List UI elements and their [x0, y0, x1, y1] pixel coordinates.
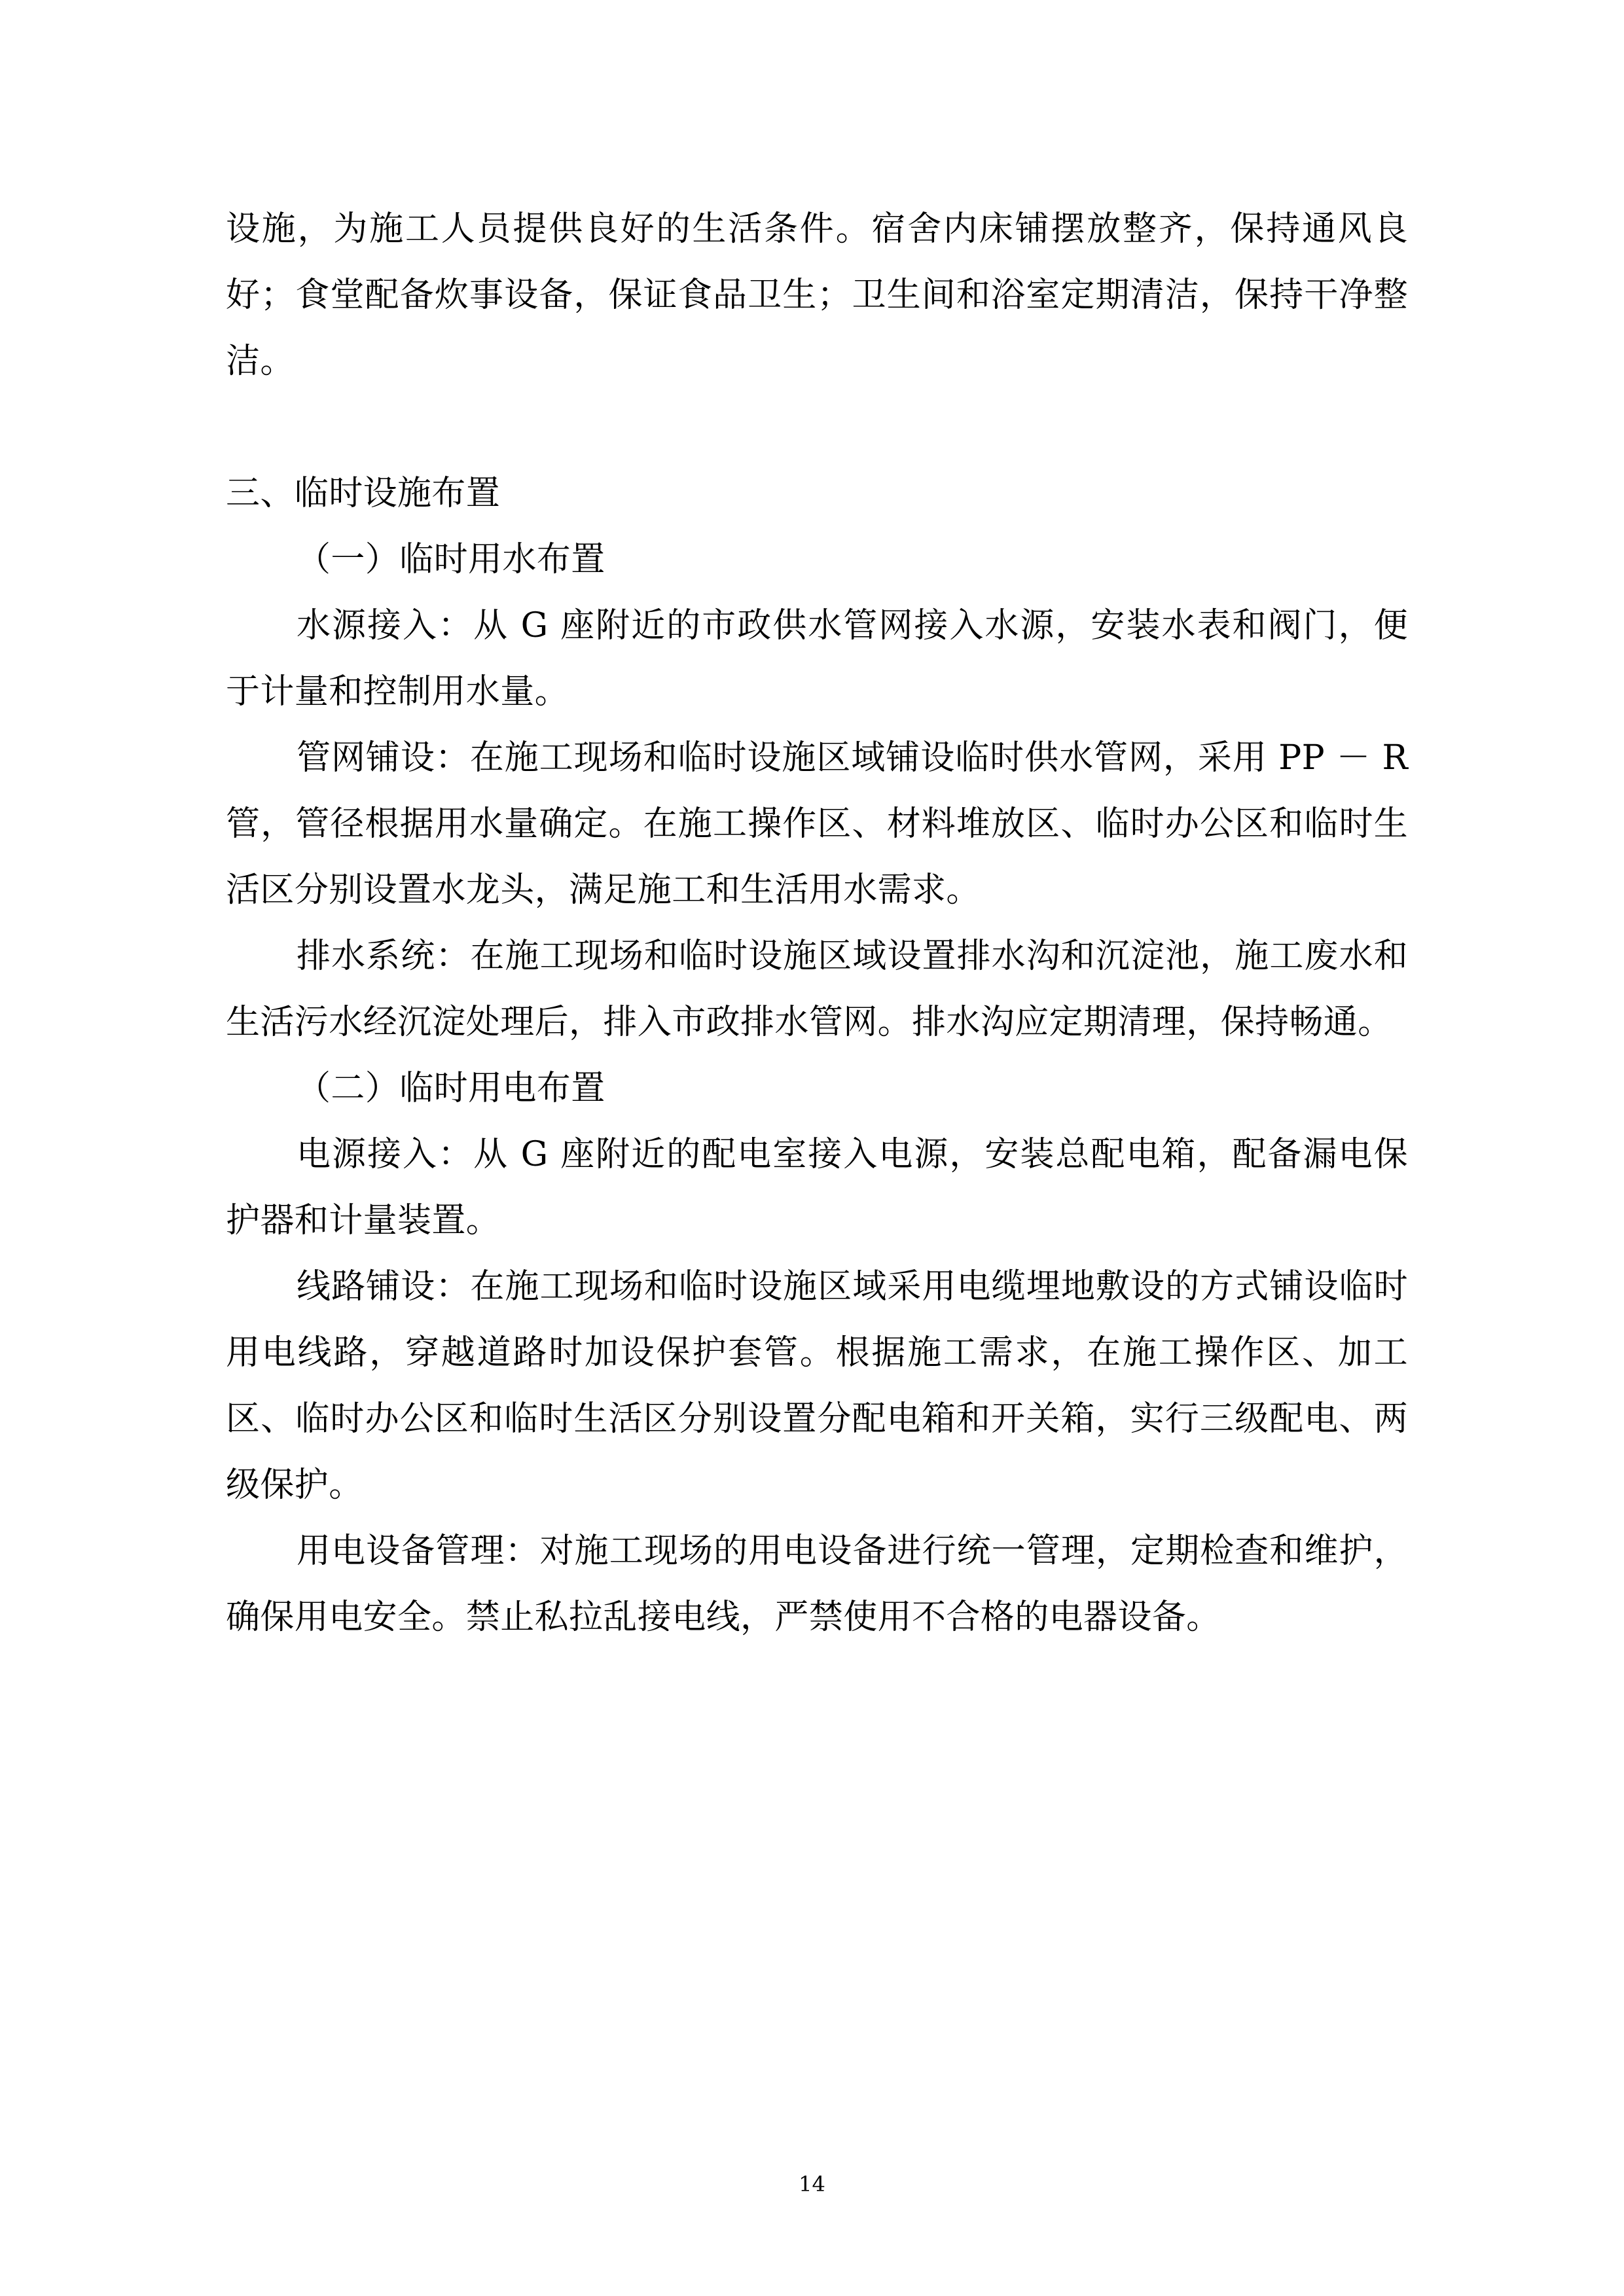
page-number: 14 [799, 2172, 825, 2197]
paragraph-water-source-access: 水源接入：从 G 座附近的市政供水管网接入水源，安装水表和阀门，便于计量和控制用水量。 [226, 606, 1408, 711]
paragraph-pipe-network-laying: 管网铺设：在施工现场和临时设施区域铺设临时供水管网，采用 PP － R 管，管径根据用水量确定。在施工操作区、材料堆放区、临时办公区和临时生活区分别设置水龙头，满足施工和生活用水需求。 [226, 738, 1408, 910]
paragraph-drainage-system: 排水系统：在施工现场和临时设施区域设置排水沟和沉淀池，施工废水和生活污水经沉淀处理后，排入市政排水管网。排水沟应定期清理，保持畅通。 [226, 937, 1408, 1042]
heading-temporary-facilities-layout: 三、临时设施布置 [226, 474, 501, 513]
paragraph-power-source-access: 电源接入：从 G 座附近的配电室接入电源，安装总配电箱，配备漏电保护器和计量装置。 [226, 1135, 1408, 1240]
paragraph-power-equipment-management: 用电设备管理：对施工现场的用电设备进行统一管理，定期检查和维护，确保用电安全。禁止私拉乱接电线，严禁使用不合格的电器设备。 [226, 1532, 1408, 1637]
paragraph-living-facilities: 设施，为施工人员提供良好的生活条件。宿舍内床铺摆放整齐，保持通风良好；食堂配备炊事设备，保证食品卫生；卫生间和浴室定期清洁，保持干净整洁。 [226, 209, 1408, 381]
subheading-temporary-power-layout: （二）临时用电布置 [297, 1069, 605, 1108]
subheading-temporary-water-layout: （一）临时用水布置 [297, 540, 605, 579]
paragraph-cable-route-laying: 线路铺设：在施工现场和临时设施区域采用电缆埋地敷设的方式铺设临时用电线路，穿越道路时加设保护套管。根据施工需求，在施工操作区、加工区、临时办公区和临时生活区分别设置分配电箱和开关箱，实行三级配电、两级保护。 [226, 1267, 1408, 1505]
document-body [226, 196, 1408, 1651]
paragraph-spacer [226, 395, 1408, 461]
